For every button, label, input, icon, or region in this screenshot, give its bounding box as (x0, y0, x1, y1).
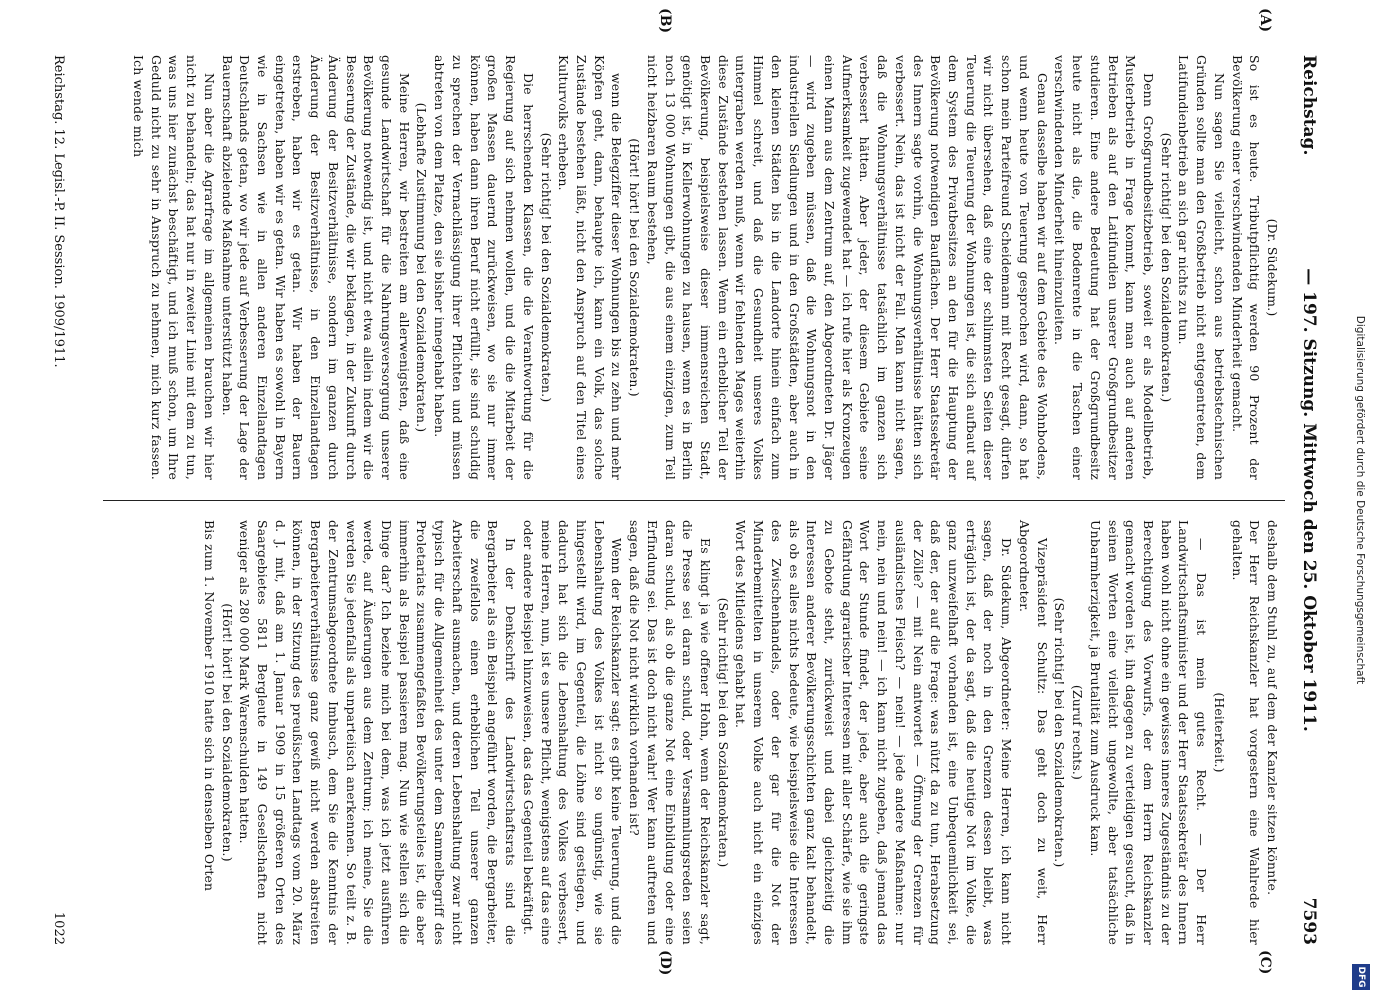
paragraph: wenn die Belegziffer dieser Wohnungen bis zu zehn und mehr Köpfen geht, dann, behaupte ich, kann ein Volk, das solche Zustände bestehen läßt, nicht den Anspruch auf den Titel eines Kulturvolks erheben. (556, 55, 625, 480)
margin-letter-a: (A) (1257, 8, 1273, 33)
paragraph: Meine Herren, wir bestreiten am allerwenigsten, daß eine gesunde Landwirtschaft für die Nahrungsversorgung unserer Bevölkerung notwendig ist, und nicht etwa allein indem wir die Besserung der Zustände, die wir beklagen, in der Zukunft durch Änderung der Besitzverhältnisse, sondern im ganzen durch Änderung der Besitzverhältnisse, in den Einzellandtagen erstreben, haben wir es getan. Wir haben der Bauern eingetreten, haben wir es getan. Wir haben es sowohl in Bayern wie in Sachsen wie in allen anderen Einzellandtagen Deutschlands getan, wo wir jede auf Verbesserung der Lage der Bauernschaft abzielende Maßnahme unterstützt haben. (219, 55, 412, 480)
margin-letter-c: (C) (1257, 950, 1273, 975)
paragraph: Die herrschenden Klassen, die die Verantwortung für die Regierung auf sich nehmen wollen, und die die Mitarbeit der großen Massen dauernd zurückweisen, wo sie nur immer können, haben dann ihren Beruf nicht erfüllt, sie sind schuldig zu sprechen der Vernachlässigung ihrer Pflichten und müssen abtreten von dem Platze, den sie bisher innegehabt haben. (432, 55, 536, 480)
interjection: (Lebhafte Zustimmung bei den Sozialdemokraten.) (414, 102, 430, 433)
paragraph: Es klingt ja wie offener Hohn, wenn der Reichskanzler sagt, die Presse sei daran schuld, oder Versammlungsreden seien daran schuld, als ob die ganze Not eine Einbildung oder eine Erfindung sei. Das ist doch nicht wahr! Wer kann auftreten und sagen, daß die Not nicht wirklich vorhanden ist? (627, 520, 713, 945)
scanned-page (8, 0, 1333, 1000)
footer-source: Reichstag. 12. Legisl.-P. II. Session. 1909/1911. (51, 55, 66, 368)
interjection: (Hört! hört! bei den Sozialdemokraten.) (219, 603, 235, 862)
interjection: (Zuruf rechts.) (1070, 684, 1086, 781)
paragraph: Denn Großgrundbesitzbetrieb, soweit er als Modellbetrieb, Musterbetrieb in Frage kommt, kann man auch auf anderen Betrieben als auf den Latifundien unserer Großgrundbesitzer studieren. Eine andere Bedeutung hat der Großgrundbesitz heute nicht als die, die Bodenrente in die Taschen einer verschwindenden Minderheit hineinzuleiten. (1052, 55, 1156, 480)
paragraph: deshalb dem Stuhl zu, auf dem der Kanzler sitzen könnte. (1265, 520, 1280, 896)
credit-strip (1340, 0, 1380, 1000)
margin-letter-b: (B) (657, 8, 673, 34)
paragraph: Nun sagen Sie vielleicht, schon aus betriebstechnischen Gründen sollte man den Großbetrieb nicht entgegentreten, dem Latifundienbetrieb an sich gar nichts zu tun. (1176, 55, 1227, 480)
paragraph: Dr. Südekum, Abgeordneter: Meine Herren, ich kann nicht sagen, daß der noch in den Grenzen dessen bleibt, was erträglich ist, der da sagt, daß die heutige Not im Volke, die ganz unzweifelhaft vorhanden ist, eine Unbequemlichkeit sei, daß der, der auf die Frage: was nützt da zu tun, Herabsetzung der Zölle? — mit Nein antwortet — Öffnung der Grenzen für ausländisches Fleisch? — nein! — jede andere Maßnahme: nur nein, nein und nein! — ich kann nicht zugeben, daß jemand das Wort der Stunde findet, der jede, aber auch die geringste Gefährdung agrarischer Interessen mit aller Schärfe, wie sie ihm zu Gebote steht, zurückweist und dabei gleichzeitig die Interessen anderer Bevölkerungsschichten ganz kalt behandelt, als ob es alles nichts bedeute, wie beispielsweise die Interessen des Zwischenhandels, oder der gar für die Not der Minderbemittelten in unserem Volke auch nicht ein einziges Wort des Mitleidens gehabt hat. (733, 520, 1015, 945)
paragraph: Vizepräsident Schultz: Das geht doch zu weit, Herr Abgeordneter. (1016, 520, 1050, 945)
paragraph: Nun aber die Agrarfrage im allgemeinen brauchen wir hier nicht zu behandeln; das hat nur in zweiter Linie mit dem zu tun, was uns hier zunächst beschäftigt, und ich muß schon, um Ihre Geduld nicht zu sehr in Anspruch zu nehmen, mich kurz fassen. Ich wende mich (131, 55, 217, 480)
paragraph: In der Denkschrift des Landwirtschaftsrats sind die Bergarbeiter als ein Beispiel angeführt worden, die Bergarbeiter, die zweifellos einen erheblichen Teil unserer ganzen Arbeiterschaft ausmachen, und deren Lebenshaltung zwar nicht typisch für die Allgemeinheit des unter dem Sammelbegriff des Proletariats zusammengefaßten Bevölkerungsteiles ist, die aber immerhin als Beispiel passieren mag. Nun wie stellen sich die Dinge dar? Ich beziehe mich bei dem, was ich jetzt ausführen werde, auf Äußerungen aus dem Zentrum; ich meine, Sie die werden Sie jedenfalls als unparteiisch anerkennen. So teilt z. B. der Zentrumsabgeordnete Imbusch, dem Sie die Kenntnis der Bergarbeiterverhältnisse ganz gewiß nicht werden abstreiten können, in der Sitzung des preußischen Landtags vom 20. März d. J. mit, daß am 1. Januar 1909 in 15 größeren Orten des Saargebietes 5811 Bergleute in 149 Gesellschaften nicht weniger als 280 000 Mark Warenschulden hatten. (237, 520, 519, 945)
dfg-logo: DFG (1352, 964, 1370, 990)
interjection: (Sehr richtig! bei den Sozialdemokraten.) (715, 597, 731, 868)
left-column (129, 55, 1281, 480)
header-left: Reichstag. (1299, 55, 1319, 156)
paragraph: Genau dasselbe haben wir auf dem Gebiete des Wohnbodens, und wenn heute von Teuerung gesprochen wird, dann, so hat schon mein Parteifreund Scheidemann mit Recht gesagt, dürfen wir nicht übersehen, daß eine der schlimmsten Seiten dieser Teuerung die Teuerung der Wohnungen ist, die sich aufbaut auf dem System des Privatbesitzes an den für die Hauptung der Bevölkerung notwendigen Bauflächen. Der Herr Staatssekretär des Innern sagte vorhin, die Wohnungsverhältnisse hätten sich verbessert. Nein, das ist nicht der Fall. Man kann nicht sagen, daß die Wohnungsverhältnisse tatsächlich im ganzen sich verbessert hätten. Aber jeder, der diesem Gebiete seine Aufmerksamkeit zugewendet hat — ich rufe hier als Kronzeugen einen Mann aus dem Zentrum auf, den Abgeordneten Dr. Jäger — wird zugeben müssen, daß die Wohnungsnot in den industriellen Siedlungen und in den Großstädten, aber auch in den kleinen Städten bis in die Landorte hinein einfach zum Himmel schreit, und daß die Gesundheit unseres Volkes untergraben werden muß, wenn wir fehlenden Mages weiterhin diese Zustände bestehen lassen. Wenn ein erheblicher Teil der Bevölkerung, beispielsweise dieser immensreichen Stadt, genötigt ist, in Kellerwohnungen zu hausen, wenn es in Berlin noch 13 000 Wohnungen gibt, die aus einem einzigen, zum Teil nicht heizbaren Raum bestehen, (644, 55, 1050, 480)
margin-letter-d: (D) (657, 950, 673, 976)
footer-page: 1022 (51, 911, 66, 945)
page-header (1289, 55, 1319, 945)
paragraph: Der Herr Reichskanzler hat vorgestern eine Wahlrede hier gehalten. (1229, 520, 1263, 945)
interjection: (Heiterkeit.) (1211, 692, 1227, 773)
interjection: (Sehr richtig! bei den Sozialdemokraten.) (1052, 597, 1068, 868)
paragraph: So ist es heute. Tributpflichtig werden 90 Prozent der Bevölkerung einer verschwindenden Minderheit gemacht. (1229, 55, 1263, 480)
interjection: (Hört! hört! bei den Sozialdemokraten.) (627, 138, 643, 397)
column-divider (103, 500, 1285, 501)
paragraph: Wenn der Reichskanzler sagt: es gibt keine Teuerung, und die Lebenshaltung des Volkes ist nicht so ungünstig, wie sie hingestellt wird, im Gegenteil, die Löhne sind gestiegen, und dadurch hat sich die Lebenshaltung des Volkes verbessert, meine Herren, nun, ist es unsere Pflicht, wenigstens auf das eine oder andere Beispiel hinzuweisen, das das Gegenteil bekräftigt. (520, 520, 625, 945)
paragraph: Bis zum 1. November 1910 hatte sich in denselben Orten (201, 520, 217, 892)
credit-text: Digitalisierung gefördert durch die Deutsche Forschungsgemeinschaft (1354, 315, 1366, 685)
right-column (200, 520, 1281, 945)
page-number: 7593 (1299, 897, 1319, 945)
interjection: (Sehr richtig! bei den Sozialdemokraten.) (538, 132, 554, 403)
interjection: (Sehr richtig! bei den Sozialdemokraten.) (1158, 132, 1174, 403)
header-center: — 197. Sitzung. Mittwoch den 25. Oktober 1911. (1299, 268, 1319, 732)
interjection: (Dr. Südekum.) (1265, 218, 1280, 317)
paragraph: — Das ist mein gutes Recht. — Der Herr Landwirtschaftsminister und der Herr Staatssekretär des Innern haben wohl nicht ohne ein gewisses inneres Zugeständnis zu der Berechtigung des Vorwurfs, der dem Herrn Reichskanzler gemacht worden ist, ihn dagegen zu verteidigen gesucht, daß in seinen Worten eine vielleicht ungewollte, aber tatsächliche Unbarmherzigkeit, ja Brutalität zum Ausdruck kam. (1087, 520, 1210, 945)
